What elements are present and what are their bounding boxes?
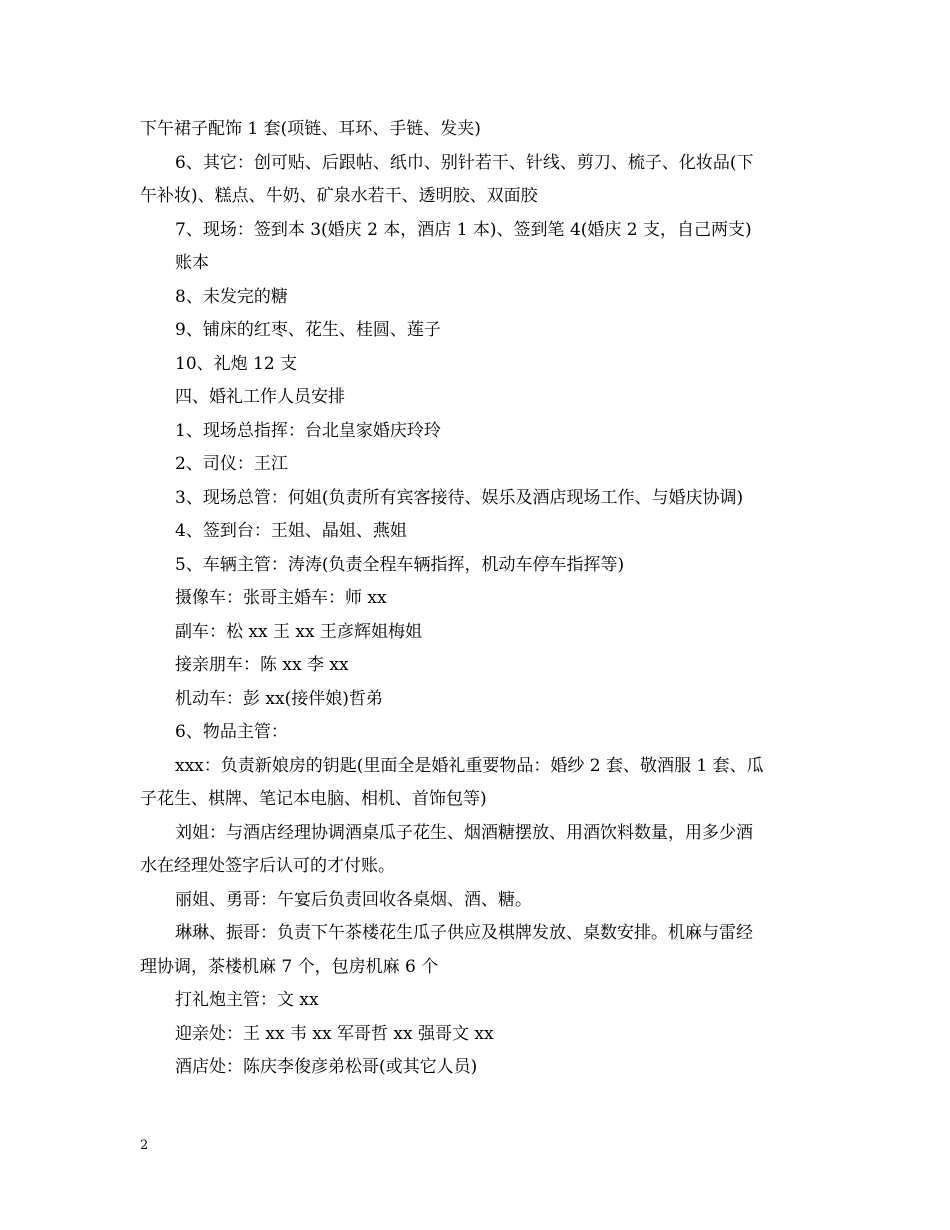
text-line: 副车：松 xx 王 xx 王彦辉姐梅姐 [175,621,422,642]
page-number: 2 [140,1138,149,1153]
text-line: 4、签到台：王姐、晶姐、燕姐 [175,521,407,541]
text-line: 四、婚礼工作人员安排 [175,387,345,407]
text-line: 10、礼炮 12 支 [175,353,298,374]
text-line: 3、现场总管：何姐(负责所有宾客接待、娱乐及酒店现场工作、与婚庆协调) [175,487,744,508]
text-line: 迎亲处：王 xx 韦 xx 军哥哲 xx 强哥文 xx [175,1023,494,1044]
text-line: 6、其它：创可贴、后跟帖、纸巾、别针若干、针线、剪刀、梳子、化妆品(下 [175,152,754,173]
text-line: 理协调，茶楼机麻 7 个，包房机麻 6 个 [140,956,439,977]
text-line: 水在经理处签字后认可的才付账。 [140,856,395,876]
text-line: 丽姐、勇哥：午宴后负责回收各桌烟、酒、糖。 [175,889,532,910]
text-line: 午补妆)、糕点、牛奶、矿泉水若干、透明胶、双面胶 [140,186,538,206]
text-line: 接亲朋车：陈 xx 李 xx [175,655,349,675]
text-line: 1、现场总指挥：台北皇家婚庆玲玲 [175,420,441,441]
text-line: 下午裙子配饰 1 套(项链、耳环、手链、发夹) [140,119,481,139]
document-body [140,113,820,1085]
text-line: 8、未发完的糖 [175,286,288,307]
text-line: 打礼炮主管：文 xx [175,990,319,1010]
text-line: 机动车：彭 xx(接伴娘)哲弟 [175,688,383,709]
text-line: 刘姐：与酒店经理协调酒桌瓜子花生、烟酒糖摆放、用酒饮料数量，用多少酒 [175,822,753,843]
text-line: 7、现场：签到本 3(婚庆 2 本，酒店 1 本)、签到笔 4(婚庆 2 支，自己两支) [175,219,752,240]
text-line: 账本 [175,253,209,273]
text-line: 5、车辆主管：涛涛(负责全程车辆指挥，机动车停车指挥等) [175,554,625,575]
text-line: 9、铺床的红枣、花生、桂圆、莲子 [175,320,441,340]
text-line: 2、司仪：王江 [175,454,288,474]
text-line: 酒店处：陈庆李俊彦弟松哥(或其它人员) [175,1057,478,1077]
text-line: 子花生、棋牌、笔记本电脑、相机、首饰包等) [140,789,487,809]
text-line: 琳琳、振哥：负责下午茶楼花生瓜子供应及棋牌发放、桌数安排。机麻与雷经 [175,923,753,943]
text-line: 摄像车：张哥主婚车：师 xx [175,588,387,608]
text-line: 6、物品主管： [175,722,288,742]
text-line: xxx：负责新娘房的钥匙(里面全是婚礼重要物品：婚纱 2 套、敬酒服 1 套、瓜 [175,755,764,776]
